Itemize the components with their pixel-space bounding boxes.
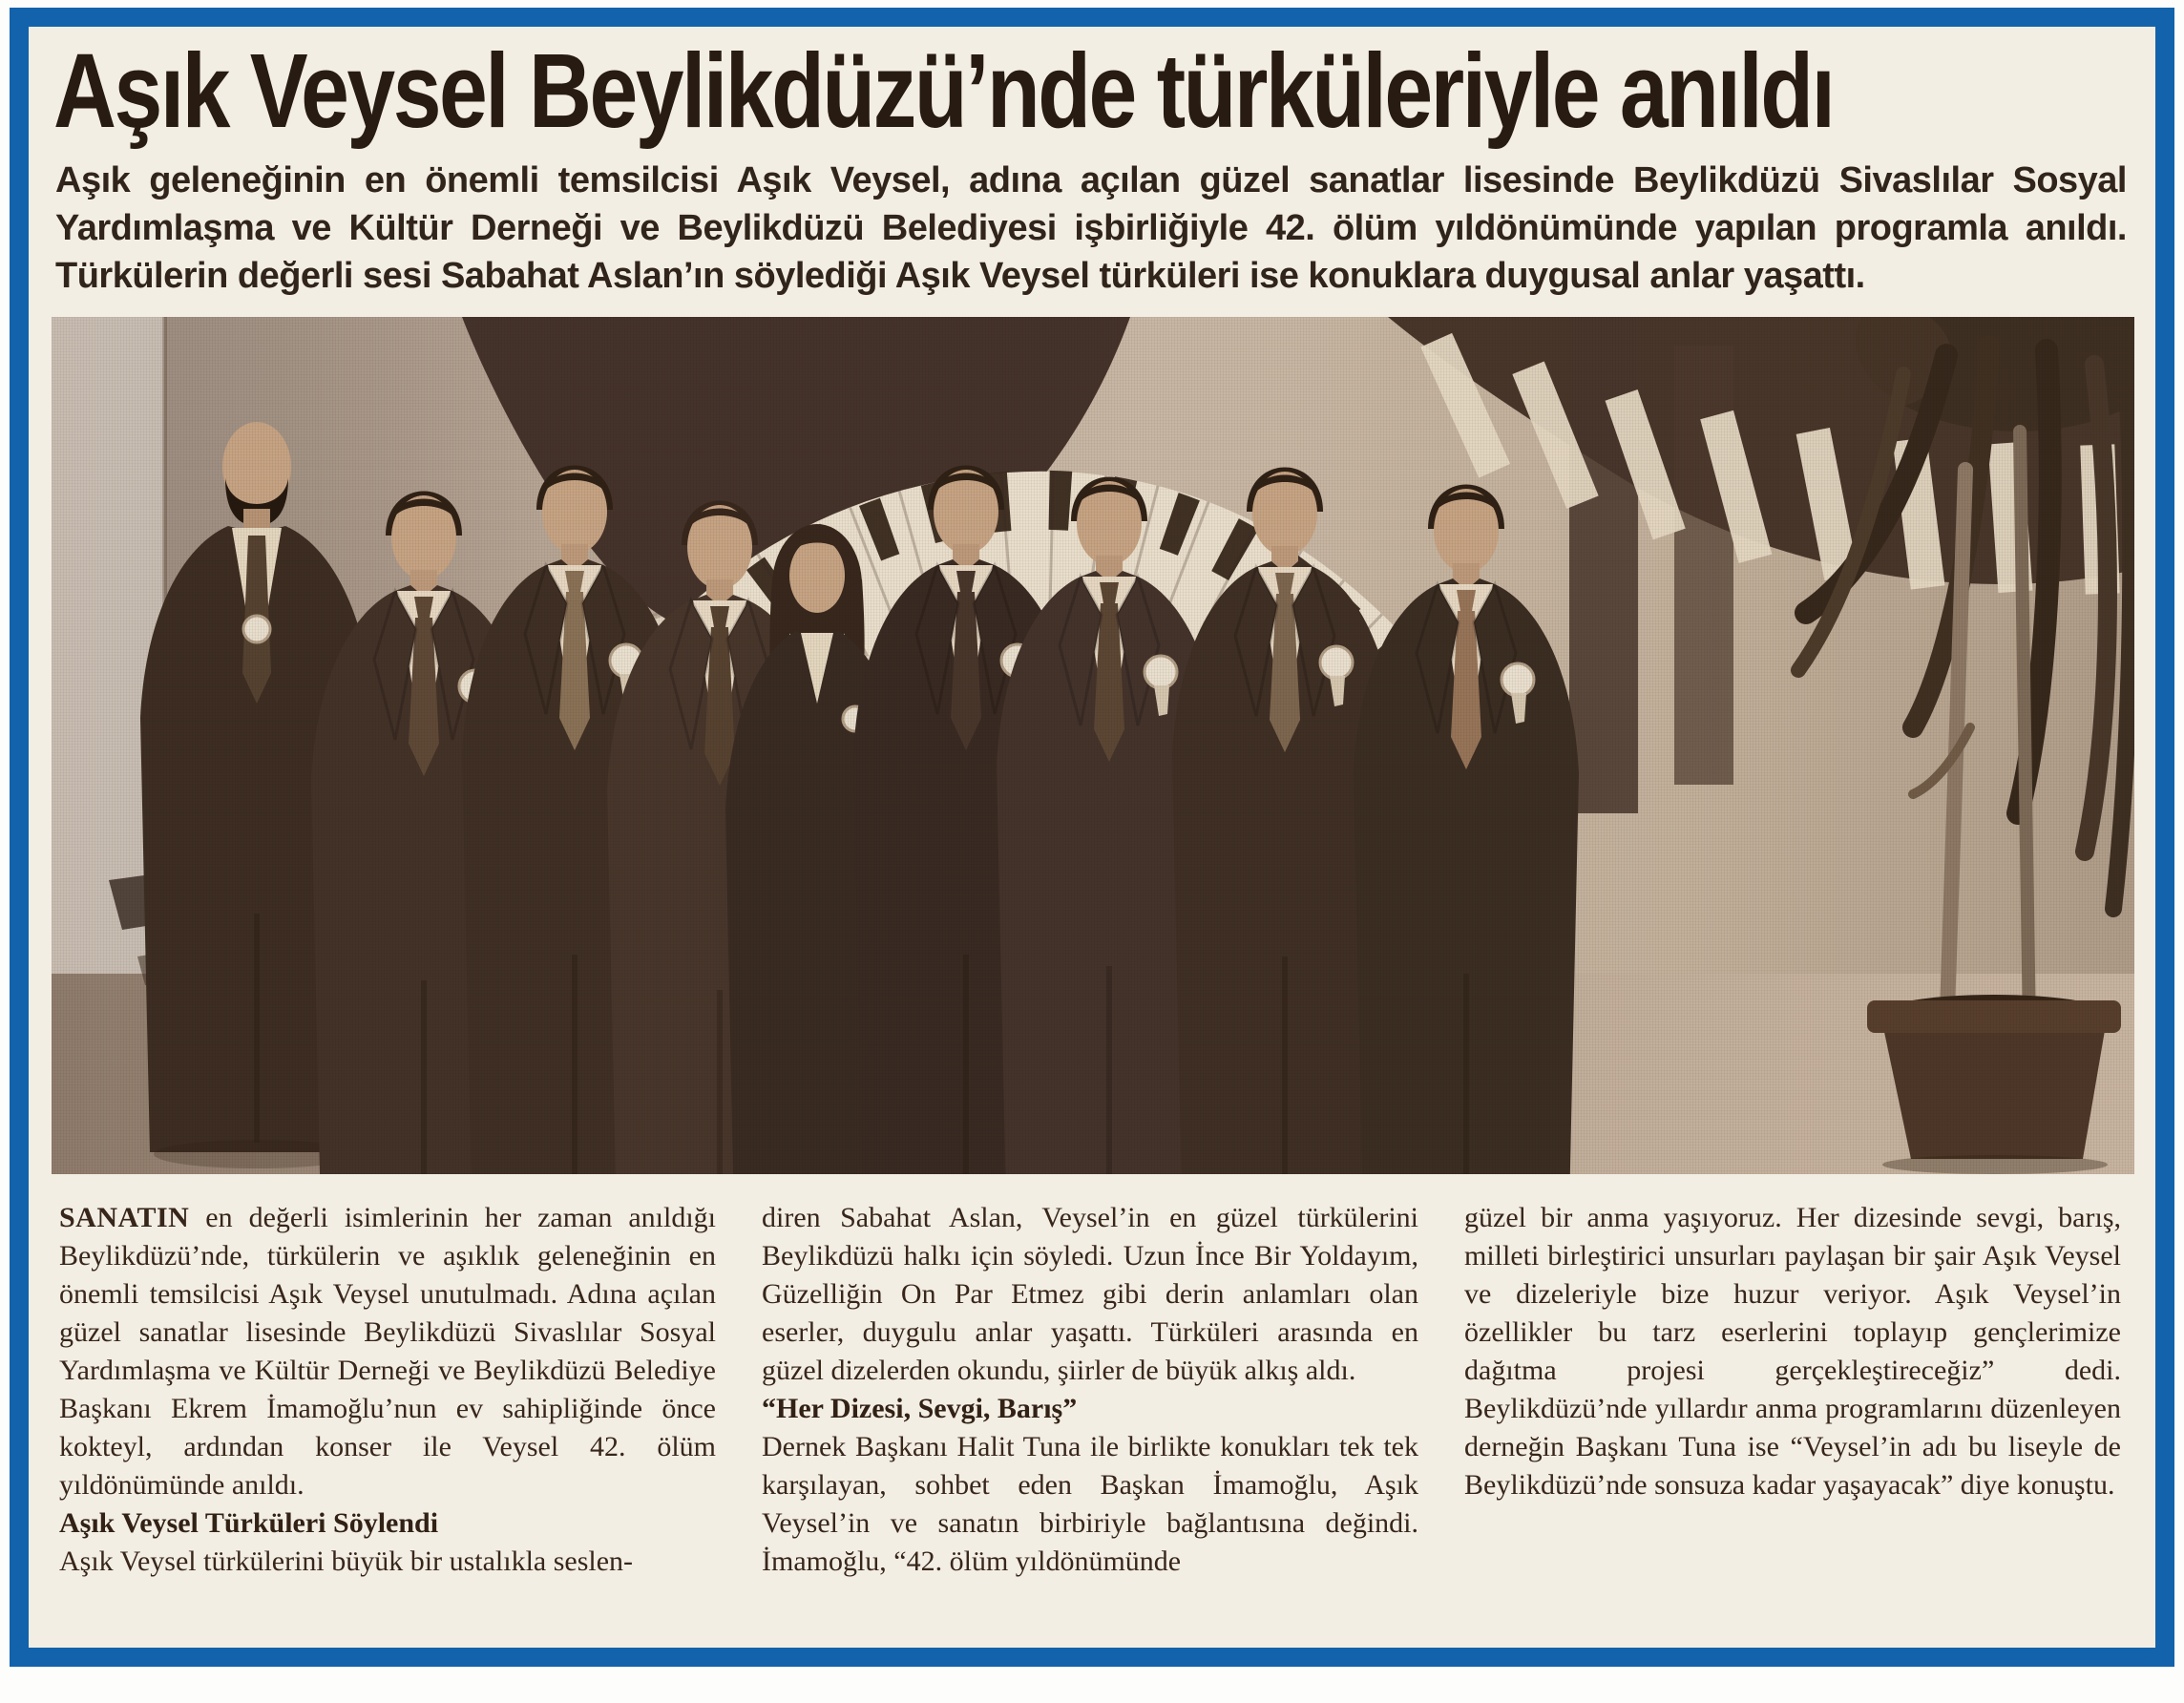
photo-illustration: [52, 317, 2134, 1174]
article-body: [59, 1199, 2121, 1581]
paragraph: Dernek Başkanı Halit Tuna ile birlikte konukları tek tek karşılayan, sohbet eden Başkan İmamoğlu, Aşık Veysel’in ve sanatın birbiriyle bağlantısına değindi. İmamoğlu, “42. ölüm yıldönümünde: [762, 1430, 1418, 1577]
article-column-2: [762, 1199, 1418, 1581]
article-column-3: [1464, 1199, 2121, 1581]
newspaper-clipping: [29, 27, 2155, 1648]
paragraph: diren Sabahat Aslan, Veysel’in en güzel türkülerini Beylikdüzü halkı için söyledi. Uzun İnce Bir Yoldayım, Güzelliğin On Par Etmez gibi derin anlamları olan eserler, duygulu anlar yaşattı. Türküleri arasında en güzel dizelerden okundu, şiirler de büyük alkış aldı.: [762, 1201, 1418, 1386]
lead-in-word: SANATIN: [59, 1201, 190, 1233]
paragraph-text: en değerli isimlerinin her zaman anıldığı Beylikdüzü’nde, türkülerin ve aşıklık geleneğinin en önemli temsilcisi Aşık Veysel unutulmadı. Adına açılan güzel sanatlar lisesinde Beylikdüzü Sivaslılar Sosyal Yardımlaşma ve Kültür Derneği ve Beylikdüzü Belediye Başkanı Ekrem İmamoğlu’nun ev sahipliğinde önce kokteyl, ardından konser ile Veysel 42. ölüm yıldönümünde anıldı.: [59, 1201, 716, 1501]
lead-paragraph: Aşık geleneğinin en önemli temsilcisi Aşık Veysel, adına açılan güzel sanatlar lisesinde Beylikdüzü Sivaslılar Sosyal Yardımlaşma ve Kültür Derneği ve Beylikdüzü Belediyesi işbirliğiyle 42. ölüm yıldönümünde yapılan programla anıldı. Türkülerin değerli sesi Sabahat Aslan’ın söylediği Aşık Veysel türküleri ise konuklara duygusal anlar yaşattı.: [55, 159, 2127, 296]
headline: Aşık Veysel Beylikdüzü’nde türküleriyle anıldı: [53, 32, 1834, 150]
group-photo: [52, 317, 2134, 1174]
subhead-turkuleri-soylendi: Aşık Veysel Türküleri Söylendi: [59, 1506, 439, 1539]
paragraph: Aşık Veysel türkülerini büyük bir ustalıkla seslen-: [59, 1545, 634, 1577]
article-column-1: [59, 1199, 716, 1581]
blue-border-frame: [10, 8, 2174, 1667]
paragraph: güzel bir anma yaşıyoruz. Her dizesinde sevgi, barış, milleti birleştirici unsurları paylaşan bir şair Aşık Veysel ve dizeleriyle bize huzur veriyor. Aşık Veysel’in özellikler bu tarz eserlerini toplayıp gençlerimize dağıtma projesi gerçekleştireceğiz” dedi. Beylikdüzü’nde yıllardır anma programlarını düzenleyen derneğin Başkanı Tuna ise “Veysel’in adı bu liseyle de Beylikdüzü’nde sonsuza kadar yaşayacak” diye konuştu.: [1464, 1201, 2121, 1501]
subhead-her-dizesi: “Her Dizesi, Sevgi, Barış”: [762, 1392, 1078, 1424]
paragraph: [59, 1199, 716, 1504]
